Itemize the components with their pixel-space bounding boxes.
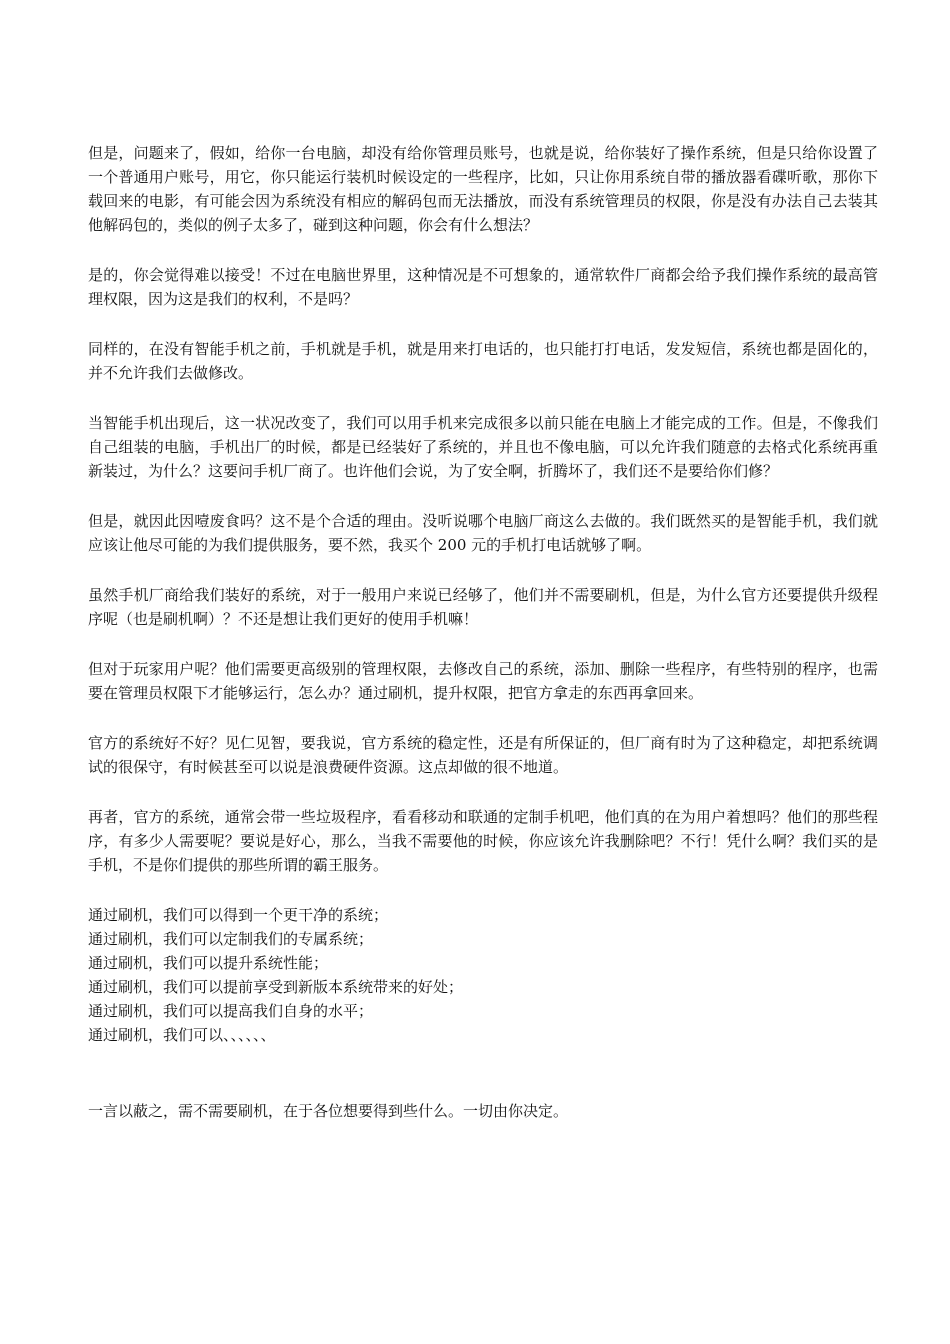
paragraph-2: 是的，你会觉得难以接受！不过在电脑世界里，这种情况是不可想象的，通常软件厂商都会给予我们操作系统的最高管理权限，因为这是我们的权利，不是吗？: [88, 266, 878, 308]
paragraph-7: 但对于玩家用户呢？他们需要更高级别的管理权限，去修改自己的系统，添加、删除一些程序，有些特别的程序，也需要在管理员权限下才能够运行，怎么办？通过刷机，提升权限，把官方拿走的东西再拿回来。: [88, 660, 878, 702]
paragraph-6: 虽然手机厂商给我们装好的系统，对于一般用户来说已经够了，他们并不需要刷机，但是，为什么官方还要提供升级程序呢（也是刷机啊）？不还是想让我们更好的使用手机嘛！: [88, 586, 878, 628]
benefits-list: [88, 903, 878, 1047]
list-item: 通过刷机，我们可以定制我们的专属系统；: [88, 930, 374, 948]
list-item: 通过刷机，我们可以提升系统性能；: [88, 954, 329, 972]
closing-paragraph: 一言以蔽之，需不需要刷机，在于各位想要得到些什么。一切由你决定。: [88, 1102, 569, 1120]
paragraph-5: 但是，就因此因噎废食吗？这不是个合适的理由。没听说哪个电脑厂商这么去做的。我们既然买的是智能手机，我们就应该让他尽可能的为我们提供服务，要不然，我买个 200 元的手机打电话就够了啊。: [88, 512, 878, 554]
paragraph-8: 官方的系统好不好？见仁见智，要我说，官方系统的稳定性，还是有所保证的，但厂商有时为了这种稳定，却把系统调试的很保守，有时候甚至可以说是浪费硬件资源。这点却做的很不地道。: [88, 734, 878, 776]
paragraph-3: 同样的，在没有智能手机之前，手机就是手机，就是用来打电话的，也只能打打电话，发发短信，系统也都是固化的，并不允许我们去做修改。: [88, 340, 878, 382]
list-item: 通过刷机，我们可以提高我们自身的水平；: [88, 1002, 374, 1020]
paragraph-9: 再者，官方的系统，通常会带一些垃圾程序，看看移动和联通的定制手机吧，他们真的在为用户着想吗？他们的那些程序，有多少人需要呢？要说是好心，那么，当我不需要他的时候，你应该允许我删除吧？不行！凭什么啊？我们买的是手机，不是你们提供的那些所谓的霸王服务。: [88, 808, 878, 874]
list-item: 通过刷机，我们可以得到一个更干净的系统；: [88, 906, 389, 924]
paragraph-4: 当智能手机出现后，这一状况改变了，我们可以用手机来完成很多以前只能在电脑上才能完成的工作。但是，不像我们自己组装的电脑，手机出厂的时候，都是已经装好了系统的，并且也不像电脑，可以允许我们随意的去格式化系统再重新装过，为什么？这要问手机厂商了。也许他们会说，为了安全啊，折腾坏了，我们还不是要给你们修？: [88, 414, 878, 480]
paragraph-1: 但是，问题来了，假如，给你一台电脑，却没有给你管理员账号，也就是说，给你装好了操作系统，但是只给你设置了一个普通用户账号，用它，你只能运行装机时候设定的一些程序，比如，只让你用系统自带的播放器看碟听歌，那你下载回来的电影，有可能会因为系统没有相应的解码包而无法播放，而没有系统管理员的权限，你是没有办法自己去装其他解码包的，类似的例子太多了，碰到这种问题，你会有什么想法？: [88, 144, 878, 234]
document-body: [88, 141, 878, 1123]
list-item: 通过刷机，我们可以提前享受到新版本系统带来的好处；: [88, 978, 464, 996]
list-item: 通过刷机，我们可以、、、、、、: [88, 1026, 276, 1044]
